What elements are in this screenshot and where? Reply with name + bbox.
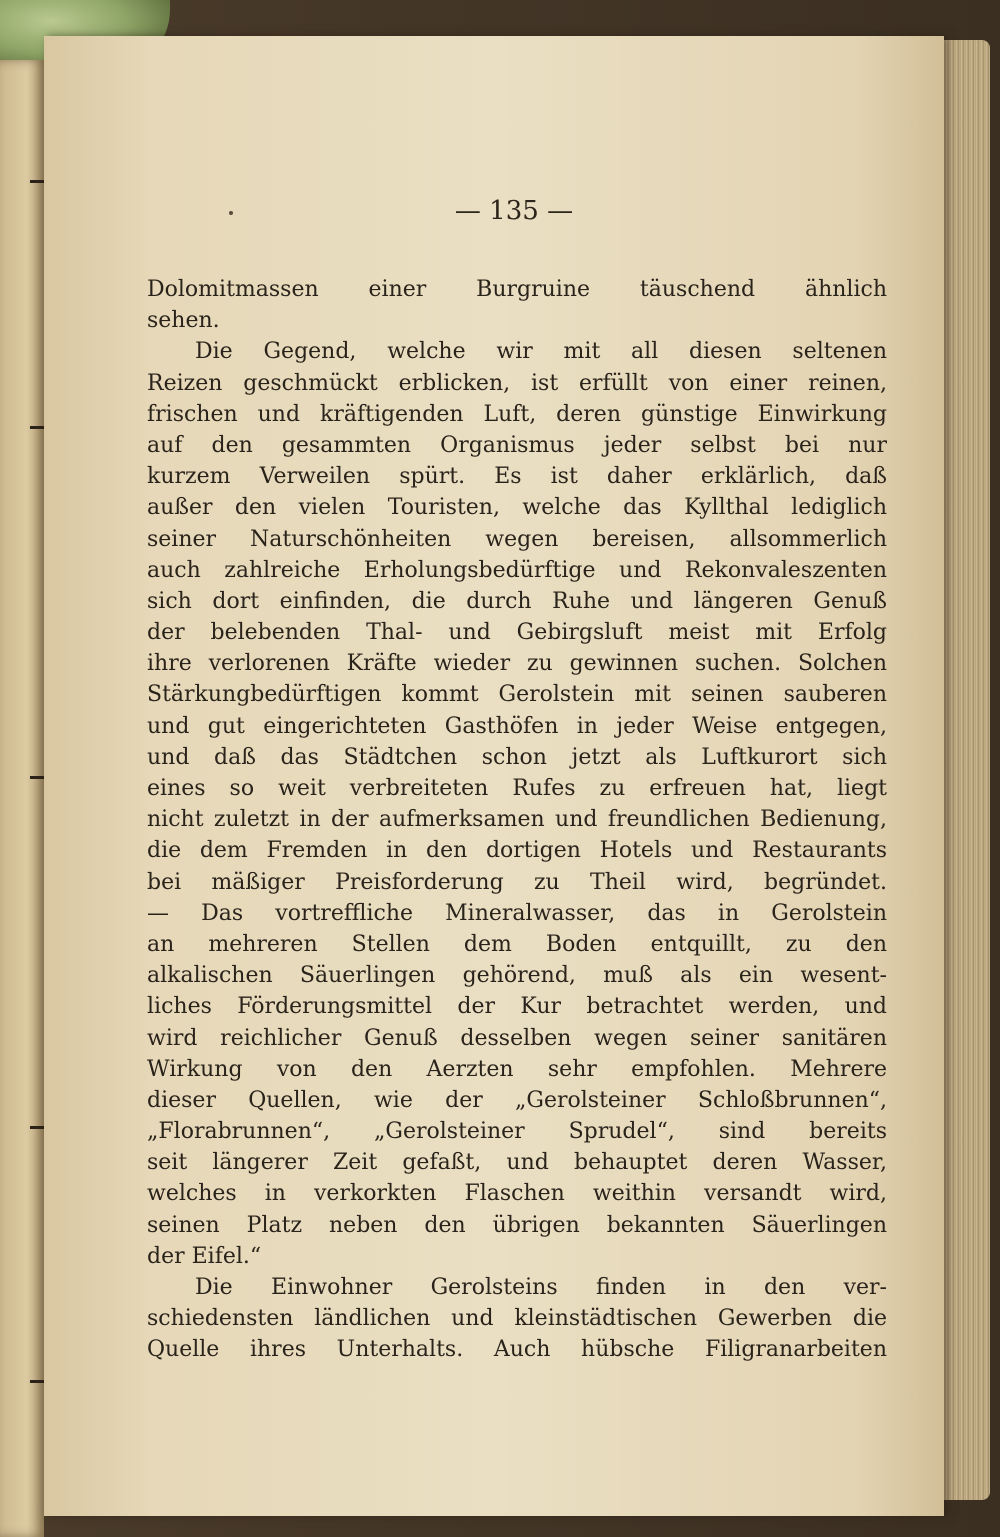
text-line: alkalischen Säuerlingen gehörend, muß als ein wesent- xyxy=(147,963,887,989)
body-text xyxy=(147,274,887,1366)
text-line: bei mäßiger Preisforderung zu Theil wird, begründet. xyxy=(147,869,887,895)
text-line: liches Förderungsmittel der Kur betrachtet werden, und xyxy=(147,994,887,1020)
text-line: die dem Fremden in den dortigen Hotels und Restaurants xyxy=(147,838,887,864)
text-line: auch zahlreiche Erholungsbedürftige und Rekonvaleszenten xyxy=(147,557,887,583)
text-line: der belebenden Thal- und Gebirgsluft meist mit Erfolg xyxy=(147,620,887,646)
text-line: schiedensten ländlichen und kleinstädtischen Gewerben die xyxy=(147,1306,887,1332)
page-number: — 135 — xyxy=(454,196,574,226)
text-line: dieser Quellen, wie der „Gerolsteiner Schloßbrunnen“, xyxy=(147,1087,887,1113)
text-line: auf den gesammten Organismus jeder selbst bei nur xyxy=(147,432,887,458)
text-line: Die Gegend, welche wir mit all diesen seltenen xyxy=(195,339,887,365)
text-line: eines so weit verbreiteten Rufes zu erfreuen hat, liegt xyxy=(147,776,887,801)
ink-dot xyxy=(229,211,233,215)
text-line: Stärkungbedürftigen kommt Gerolstein mit seinen sauberen xyxy=(147,682,887,708)
text-line: der Eifel.“ xyxy=(147,1243,262,1269)
text-line: und gut eingerichteten Gasthöfen in jeder Weise entgegen, xyxy=(147,713,887,739)
text-line: — Das vortreffliche Mineralwasser, das in Gerolstein xyxy=(147,900,887,926)
text-line: Reizen geschmückt erblicken, ist erfüllt von einer reinen, xyxy=(147,370,887,396)
text-line: Dolomitmassen einer Burgruine täuschend ähnlich xyxy=(147,277,887,302)
text-line: seit längerer Zeit gefaßt, und behauptet deren Wasser, xyxy=(147,1150,887,1176)
text-line: sehen. xyxy=(147,308,220,334)
text-line: „Florabrunnen“, „Gerolsteiner Sprudel“, sind bereits xyxy=(147,1119,887,1145)
text-line: seinen Platz neben den übrigen bekannten Säuerlingen xyxy=(147,1212,887,1238)
text-line: an mehreren Stellen dem Boden entquillt, zu den xyxy=(147,931,887,957)
text-line: wird reichlicher Genuß desselben wegen seiner sanitären xyxy=(147,1025,887,1051)
text-line: und daß das Städtchen schon jetzt als Luftkurort sich xyxy=(147,744,887,770)
text-line: nicht zuletzt in der aufmerksamen und freundlichen Bedienung, xyxy=(147,807,887,833)
text-line: außer den vielen Touristen, welche das Kyllthal lediglich xyxy=(147,495,887,521)
text-line: sich dort einfinden, die durch Ruhe und längeren Genuß xyxy=(147,588,887,614)
book-page xyxy=(44,36,944,1516)
text-line: Die Einwohner Gerolsteins finden in den ver- xyxy=(195,1275,887,1300)
text-line: seiner Naturschönheiten wegen bereisen, allsommerlich xyxy=(147,526,887,552)
text-line: kurzem Verweilen spürt. Es ist daher erklärlich, daß xyxy=(147,464,887,490)
text-line: Wirkung von den Aerzten sehr empfohlen. Mehrere xyxy=(147,1056,887,1082)
left-page-edge xyxy=(0,60,44,1537)
text-line: welches in verkorkten Flaschen weithin versandt wird, xyxy=(147,1181,887,1207)
text-line: ihre verlorenen Kräfte wieder zu gewinnen suchen. Solchen xyxy=(147,651,887,677)
text-line: Quelle ihres Unterhalts. Auch hübsche Filigranarbeiten xyxy=(147,1337,887,1363)
text-line: frischen und kräftigenden Luft, deren günstige Einwirkung xyxy=(147,401,887,427)
